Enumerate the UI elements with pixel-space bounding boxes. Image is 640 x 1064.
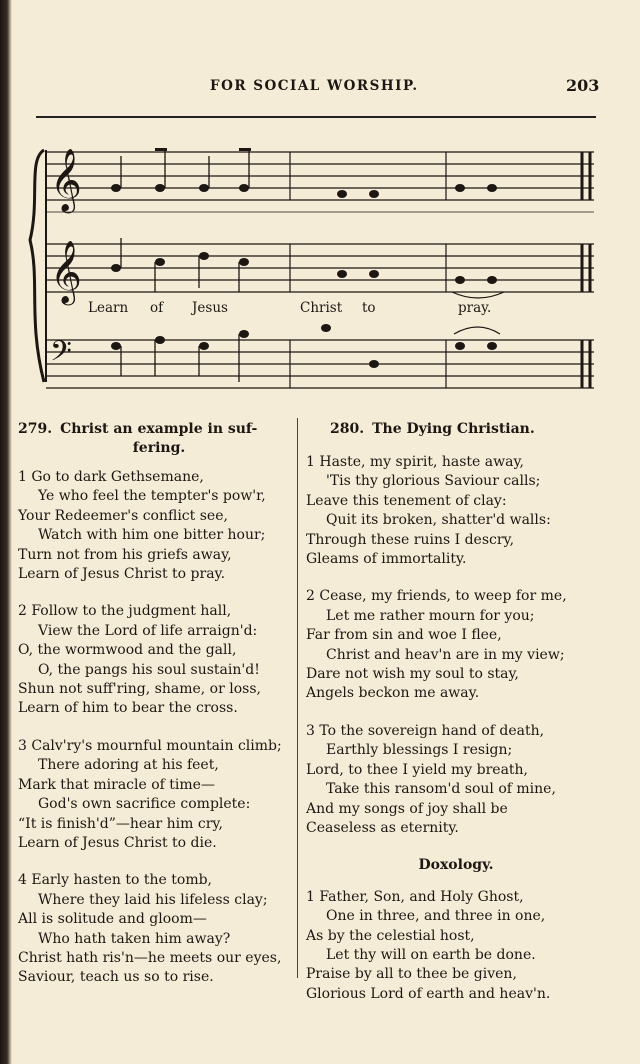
staff-bass — [46, 340, 594, 388]
verse-line: Angels beckon me away. — [306, 685, 480, 702]
lyric-word: pray. — [458, 300, 492, 316]
verse-line: Leave this tenement of clay: — [306, 492, 507, 509]
verse-line: View the Lord of life arraign'd: — [38, 622, 258, 639]
verse-line: Far from sin and woe I flee, — [306, 627, 502, 644]
verse-line: Learn of him to bear the cross. — [18, 700, 238, 717]
hymn-number: 280. — [330, 421, 365, 437]
stanza — [18, 737, 300, 853]
stanza — [18, 602, 300, 718]
verse-line: 3 Calv'ry's mournful mountain climb; — [18, 737, 282, 754]
treble-clef-icon: 𝄞 — [50, 148, 82, 211]
verse-line: 1 Go to dark Gethsemane, — [18, 469, 204, 485]
stanza — [18, 871, 300, 987]
verse-line: And my songs of joy shall be — [306, 800, 508, 817]
stanza — [306, 587, 606, 703]
verse-line: “It is finish'd”—hear him cry, — [18, 815, 223, 832]
verse-line: O, the wormwood and the gall, — [18, 642, 237, 659]
verse-line: Dare not wish my soul to stay, — [306, 666, 519, 683]
lyric-word: Christ — [300, 300, 343, 316]
lyric-word: to — [362, 300, 376, 316]
hymn-number: 279. — [18, 421, 53, 437]
page-number: 203 — [566, 76, 600, 95]
verse-line: Lord, to thee I yield my breath, — [306, 761, 529, 778]
verse-line: Take this ransom'd soul of mine, — [326, 781, 556, 798]
staff-2-notes — [111, 238, 497, 292]
verse-line: Turn not from his griefs away, — [18, 546, 232, 563]
system-brace — [30, 150, 44, 382]
verse-line: Earthly blessings I resign; — [326, 742, 513, 759]
verse-line: Watch with him one bitter hour; — [38, 527, 266, 544]
running-title: FOR SOCIAL WORSHIP. — [210, 78, 419, 94]
verse-line: Learn of Jesus Christ to die. — [18, 834, 217, 851]
verse-line: Let thy will on earth be done. — [326, 946, 536, 963]
verse-line: Shun not suff'ring, shame, or loss, — [18, 681, 261, 698]
verse-line: Christ hath ris'n—he meets our eyes, — [18, 949, 282, 966]
hymn-279 — [18, 420, 300, 1006]
doxology-title: Doxology. — [418, 857, 494, 874]
verse-line: All is solitude and gloom— — [18, 911, 207, 928]
verse-line: Saviour, teach us so to rise. — [18, 969, 214, 986]
stanza — [306, 453, 606, 569]
verse-line: O, the pangs his soul sustain'd! — [38, 661, 260, 678]
verse-line: Ye who feel the tempter's pow'r, — [38, 488, 266, 505]
verse-line: Through these ruins I descry, — [306, 531, 515, 548]
verse-line: 'Tis thy glorious Saviour calls; — [326, 473, 541, 490]
lyric-word: of — [150, 300, 164, 316]
verse-line: 1 Father, Son, and Holy Ghost, — [306, 888, 524, 905]
verse-line: Gleams of immortality. — [306, 551, 467, 568]
verse-line: As by the celestial host, — [306, 927, 475, 944]
verse-line: Where they laid his lifeless clay; — [38, 891, 268, 908]
verse-line: Learn of Jesus Christ to pray. — [18, 566, 226, 583]
staff-treble-2 — [46, 244, 594, 292]
staff-treble-1 — [46, 152, 594, 212]
lyric-word: Learn — [88, 300, 129, 316]
verse-line: Praise by all to thee be given, — [306, 966, 517, 983]
verse-line: Let me rather mourn for you; — [326, 607, 535, 624]
music-score — [0, 120, 640, 400]
verse-line: There adoring at his feet, — [38, 757, 219, 774]
bass-clef-icon: 𝄢 — [50, 335, 72, 375]
verse-line: Ceaseless as eternity. — [306, 819, 459, 836]
verse-line: 3 To the sovereign hand of death, — [306, 722, 545, 739]
verse-line: Who hath taken him away? — [38, 930, 231, 947]
staff-3-notes — [111, 324, 497, 382]
treble-clef-icon: 𝄞 — [50, 240, 82, 303]
hymn-title-line: Christ an example in suf- — [60, 421, 258, 437]
hymn-title — [306, 420, 606, 439]
verse-line: 4 Early hasten to the tomb, — [18, 872, 213, 889]
hymn-280 — [306, 420, 606, 1022]
verse-line: Your Redeemer's conflict see, — [18, 507, 228, 524]
verse-line: 1 Haste, my spirit, haste away, — [306, 454, 524, 470]
stanza — [18, 468, 300, 584]
verse-line: 2 Cease, my friends, to weep for me, — [306, 588, 567, 605]
hymn-title — [18, 420, 300, 458]
verse-line: Mark that miracle of time— — [18, 776, 215, 793]
staff-1-notes — [111, 148, 497, 198]
verse-line: Quit its broken, shatter'd walls: — [326, 512, 551, 529]
hymn-title-line: fering. — [132, 440, 186, 456]
lyric-word: Jesus — [192, 300, 228, 316]
doxology-stanza — [306, 888, 606, 1004]
verse-line: Glorious Lord of earth and heav'n. — [306, 985, 551, 1002]
stanza — [306, 722, 606, 838]
header-rule — [36, 116, 596, 118]
verse-line: 2 Follow to the judgment hall, — [18, 603, 232, 620]
verse-line: One in three, and three in one, — [326, 908, 546, 925]
verse-line: God's own sacrifice complete: — [38, 796, 251, 813]
hymn-title-line: The Dying Christian. — [372, 421, 535, 437]
verse-line: Christ and heav'n are in my view; — [326, 646, 565, 663]
